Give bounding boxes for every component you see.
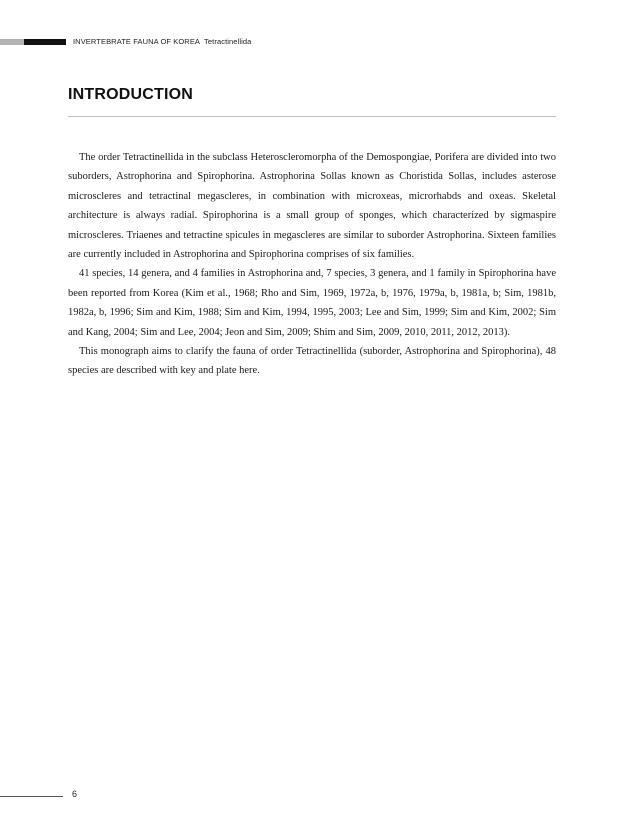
paragraph-3: This monograph aims to clarify the fauna of order Tetractinellida (suborder, Astrophorina and Spirophorina), 48 species are described with key and plate here. [68,346,556,377]
paragraph-2: 41 species, 14 genera, and 4 families in Astrophorina and, 7 species, 3 genera, and 1 family in Spirophorina have been reported from Korea (Kim et al., 1968; Rho and Sim, 1969, 1972a, b, 1976, 1979a, b, 1981a, b; Sim, 1981b, 1982a, b, 1996; Sim and Kim, 1988; Sim and Kim, 1994, 1995, 2003; Lee and Sim, 1999; Sim and Kim, 2002; Sim and Kang, 2004; Sim and Lee, 2004; Jeon and Sim, 2009; Shim and Sim, 2009, 2010, 2011, 2012, 2013). [68,268,556,338]
page-number: 6 [72,789,78,799]
footer-divider [0,796,63,797]
body-text [68,148,556,381]
title-divider [68,116,556,117]
paragraph-1: The order Tetractinellida in the subclass Heteroscleromorpha of the Demospongiae, Porifera are divided into two suborders, Astrophorina and Spirophorina. Astrophorina Sollas known as Choristida Sollas, includes asterose microscleres and tetractinal megascleres, in combination with microxeas, microrhabds and oxeas. Skeletal architecture is always radial. Spirophorina is a small group of sponges, which characterized by sigmaspire microscleres. Triaenes and tetractine spicules in megascleres are similar to suborder Astrophorina. Sixteen families are currently included in Astrophorina and Spirophorina comprises of six families. [68,152,556,261]
running-head [73,37,251,46]
journal-name: INVERTEBRATE FAUNA OF KOREA [73,37,201,46]
section-name: Tetractinellida [204,37,252,46]
header-accent-bar-gray [0,39,24,45]
header-accent-bar-black [24,39,66,45]
page-title: INTRODUCTION [68,86,194,103]
